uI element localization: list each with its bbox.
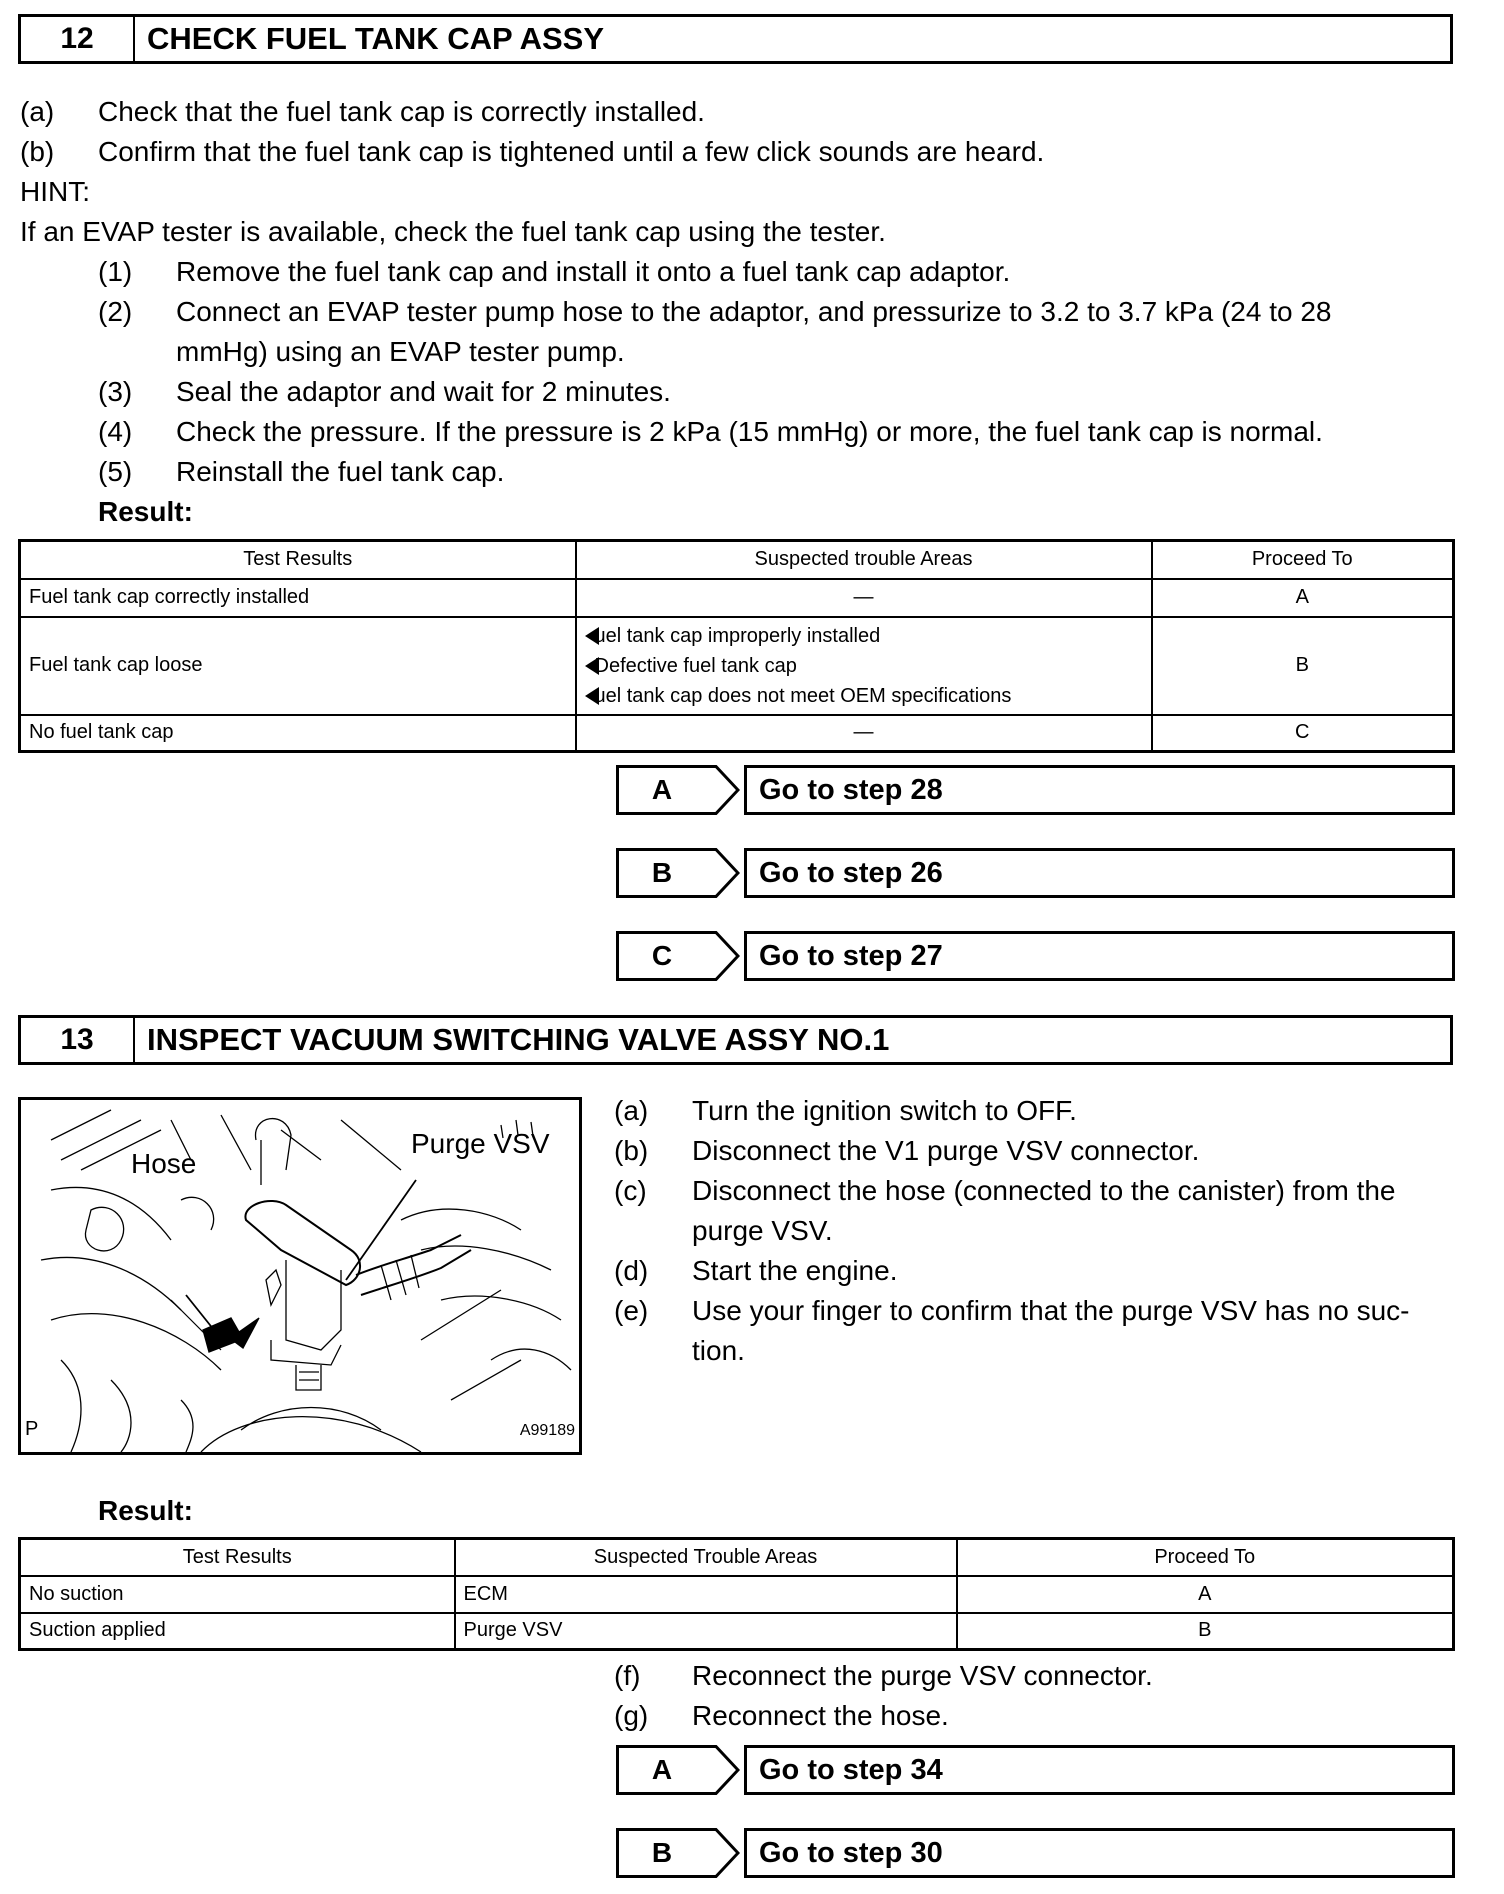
step-text: Use your finger to confirm that the purge VSV has no suc- bbox=[692, 1295, 1410, 1326]
step-text: Reconnect the purge VSV connector. bbox=[692, 1660, 1153, 1691]
table-row bbox=[20, 715, 1454, 752]
area-text: Defective fuel tank cap bbox=[594, 654, 797, 677]
table-row bbox=[20, 1576, 1454, 1613]
label-hose: Hose bbox=[131, 1148, 197, 1179]
goto-text[interactable]: Go to step 26 bbox=[744, 848, 1455, 898]
result-cell: Fuel tank cap correctly installed bbox=[20, 579, 576, 617]
area-item bbox=[585, 621, 1143, 651]
goto-b[interactable] bbox=[616, 848, 1455, 898]
hint-label: HINT: bbox=[20, 176, 90, 207]
goto-b[interactable] bbox=[616, 1828, 1455, 1878]
goto-tag bbox=[616, 765, 740, 815]
step-label: (f) bbox=[614, 1660, 641, 1691]
section-number: 12 bbox=[21, 17, 135, 61]
proceed-cell: A bbox=[1152, 579, 1454, 617]
corner-mark: P bbox=[25, 1418, 39, 1440]
goto-tag-label: C bbox=[651, 940, 673, 971]
substep-text: Connect an EVAP tester pump hose to the adaptor, and pressurize to 3.2 to 3.7 kPa (24 to 28 bbox=[176, 296, 1332, 327]
step-text-cont: tion. bbox=[692, 1335, 745, 1366]
areas-cell: Purge VSV bbox=[455, 1613, 957, 1650]
goto-tag-label: A bbox=[651, 1754, 673, 1785]
areas-cell: — bbox=[576, 579, 1152, 617]
step-label: (b) bbox=[20, 136, 55, 167]
step-label: (a) bbox=[20, 96, 55, 127]
table-row bbox=[20, 1613, 1454, 1650]
section-title: CHECK FUEL TANK CAP ASSY bbox=[147, 21, 605, 56]
areas-cell: ECM bbox=[455, 1576, 957, 1613]
goto-tag-label: A bbox=[651, 774, 673, 805]
table-header-row bbox=[20, 1539, 1454, 1576]
step-text: Disconnect the hose (connected to the canister) from the bbox=[692, 1175, 1396, 1206]
goto-text[interactable]: Go to step 27 bbox=[744, 931, 1455, 981]
table-header-row bbox=[20, 541, 1454, 579]
goto-text[interactable]: Go to step 30 bbox=[744, 1828, 1455, 1878]
step-text: Turn the ignition switch to OFF. bbox=[692, 1095, 1077, 1126]
substep-label: (2) bbox=[98, 296, 133, 327]
step-text: Disconnect the V1 purge VSV connector. bbox=[692, 1135, 1200, 1166]
result-table-13 bbox=[18, 1537, 1455, 1651]
step-label: (c) bbox=[614, 1175, 647, 1206]
proceed-cell: C bbox=[1152, 715, 1454, 752]
header-cell: Suspected Trouble Areas bbox=[455, 1539, 957, 1576]
proceed-cell: B bbox=[957, 1613, 1454, 1650]
proceed-cell: A bbox=[957, 1576, 1454, 1613]
substep-text: Seal the adaptor and wait for 2 minutes. bbox=[176, 376, 671, 407]
section-12-header bbox=[18, 14, 1453, 64]
area-text: uel tank cap does not meet OEM specifications bbox=[594, 684, 1012, 707]
goto-text[interactable]: Go to step 34 bbox=[744, 1745, 1455, 1795]
step-label: (d) bbox=[614, 1255, 649, 1286]
result-cell: No suction bbox=[20, 1576, 455, 1613]
goto-tag-label: B bbox=[651, 857, 673, 888]
substep-text: Reinstall the fuel tank cap. bbox=[176, 456, 505, 487]
area-text: uel tank cap improperly installed bbox=[594, 624, 881, 647]
step-label: (e) bbox=[614, 1295, 649, 1326]
substep-label: (5) bbox=[98, 456, 133, 487]
header-cell: Proceed To bbox=[1152, 541, 1454, 579]
header-cell: Proceed To bbox=[957, 1539, 1454, 1576]
result-label: Result: bbox=[98, 1495, 193, 1526]
result-cell: No fuel tank cap bbox=[20, 715, 576, 752]
step-text: Reconnect the hose. bbox=[692, 1700, 949, 1731]
substep-text: Remove the fuel tank cap and install it onto a fuel tank cap adaptor. bbox=[176, 256, 1011, 287]
label-purge-vsv: Purge VSV bbox=[411, 1128, 550, 1159]
goto-a[interactable] bbox=[616, 1745, 1455, 1795]
table-row bbox=[20, 579, 1454, 617]
goto-tag bbox=[616, 931, 740, 981]
step-label: (g) bbox=[614, 1700, 649, 1731]
illustration bbox=[18, 1097, 582, 1455]
header-cell: Test Results bbox=[20, 541, 576, 579]
area-item bbox=[585, 651, 1143, 681]
areas-cell bbox=[576, 617, 1152, 715]
goto-tag bbox=[616, 1745, 740, 1795]
table-row bbox=[20, 617, 1454, 715]
result-table-12 bbox=[18, 539, 1455, 753]
substep-text: Check the pressure. If the pressure is 2 kPa (15 mmHg) or more, the fuel tank cap is normal. bbox=[176, 416, 1323, 447]
substep-label: (4) bbox=[98, 416, 133, 447]
step-text: Check that the fuel tank cap is correctly installed. bbox=[98, 96, 705, 127]
header-cell: Suspected trouble Areas bbox=[576, 541, 1152, 579]
section-title: INSPECT VACUUM SWITCHING VALVE ASSY NO.1 bbox=[147, 1022, 890, 1057]
section-number: 13 bbox=[21, 1018, 135, 1062]
goto-text[interactable]: Go to step 28 bbox=[744, 765, 1455, 815]
step-label: (a) bbox=[614, 1095, 649, 1126]
step-label: (b) bbox=[614, 1135, 649, 1166]
header-cell: Test Results bbox=[20, 1539, 455, 1576]
result-cell: Suction applied bbox=[20, 1613, 455, 1650]
goto-tag-label: B bbox=[651, 1837, 673, 1868]
figure-id: A99189 bbox=[519, 1422, 575, 1439]
step-text: Start the engine. bbox=[692, 1255, 898, 1286]
result-cell: Fuel tank cap loose bbox=[20, 617, 576, 715]
step-text-cont: purge VSV. bbox=[692, 1215, 833, 1246]
goto-tag bbox=[616, 848, 740, 898]
goto-tag bbox=[616, 1828, 740, 1878]
area-item bbox=[585, 681, 1143, 711]
step-text: Confirm that the fuel tank cap is tightened until a few click sounds are heard. bbox=[98, 136, 1045, 167]
section-13-header bbox=[18, 1015, 1453, 1065]
result-label: Result: bbox=[98, 496, 193, 527]
substep-label: (1) bbox=[98, 256, 133, 287]
proceed-cell: B bbox=[1152, 617, 1454, 715]
substep-label: (3) bbox=[98, 376, 133, 407]
areas-cell: — bbox=[576, 715, 1152, 752]
goto-c[interactable] bbox=[616, 931, 1455, 981]
hint-text: If an EVAP tester is available, check the fuel tank cap using the tester. bbox=[20, 216, 886, 247]
goto-a[interactable] bbox=[616, 765, 1455, 815]
substep-text-cont: mmHg) using an EVAP tester pump. bbox=[176, 336, 625, 367]
